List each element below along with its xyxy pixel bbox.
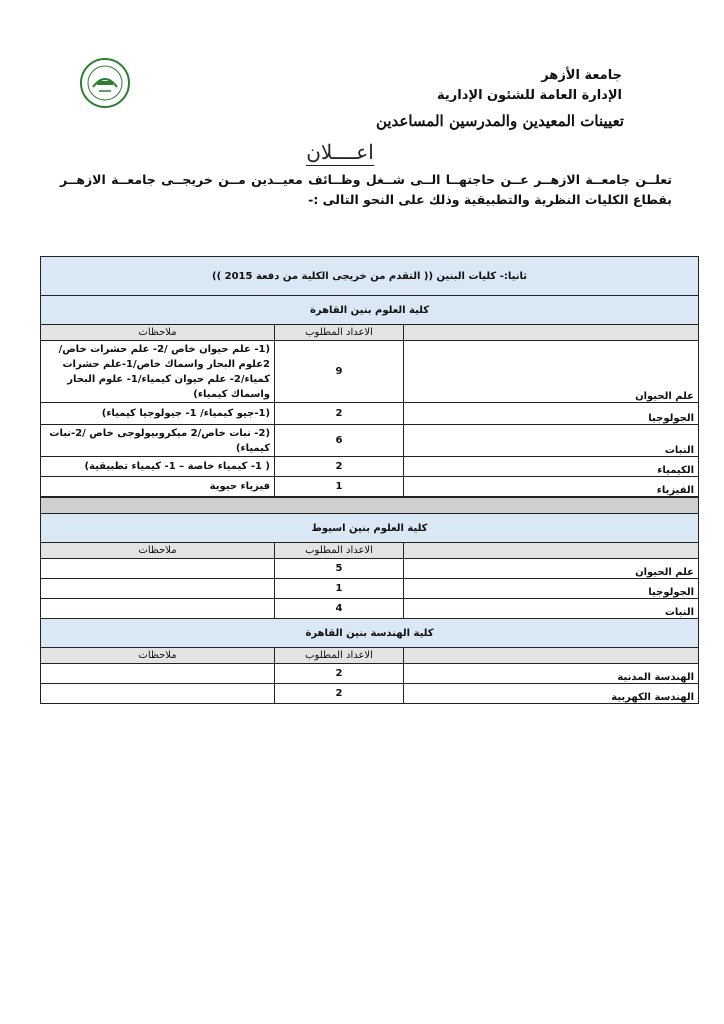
count-cell: 2 xyxy=(275,664,404,684)
section-title: كلية الهندسة بنين القاهرة xyxy=(41,619,699,648)
notes-header: ملاحظات xyxy=(41,325,275,341)
notes-cell: (2- نبات خاص/2 ميكروبيولوجى خاص /2-نبات كيمياء) xyxy=(41,425,275,457)
notes-cell: (1- علم حيوان خاص /2- علم حشرات خاص/ 2علوم البحار واسماك خاص/1-علم حشرات كمياء/2- علم حيوان كيمياء/1- علوم البحار واسماك كيمياء) xyxy=(41,341,275,403)
count-cell: 6 xyxy=(275,425,404,457)
count-cell: 2 xyxy=(275,403,404,425)
announcement-title: اعــــلان xyxy=(306,140,374,164)
table-row xyxy=(41,559,699,579)
notes-cell xyxy=(41,599,275,619)
table-row xyxy=(41,664,699,684)
subject-cell: الجولوجيا xyxy=(404,403,699,425)
notes-cell: (1-جيو كيمياء/ 1- جيولوجيا كيمياء) xyxy=(41,403,275,425)
subject-cell: الجولوجيا xyxy=(404,579,699,599)
subject-cell: علم الحيوان xyxy=(404,341,699,403)
table-title: ثانيا:- كليات البنين (( التقدم من خريجى الكلية من دفعة 2015 )) xyxy=(41,257,699,296)
notes-cell xyxy=(41,559,275,579)
university-name: جامعة الأزهر xyxy=(541,68,622,83)
table-row xyxy=(41,457,699,477)
section-title: كلية العلوم بنين القاهرة xyxy=(41,296,699,325)
column-header-row xyxy=(41,325,699,341)
gray-cell xyxy=(41,498,699,514)
table-row xyxy=(41,684,699,704)
count-cell: 1 xyxy=(275,477,404,497)
table-row xyxy=(41,579,699,599)
section-header-row xyxy=(41,514,699,543)
section-header-row xyxy=(41,296,699,325)
notes-cell: ( 1- كيمياء خاصة – 1- كيمياء تطبيقية) xyxy=(41,457,275,477)
subject-cell: الكيمياء xyxy=(404,457,699,477)
intro-paragraph: تعلــن جامعــة الازهــر عــن حاجتهــا الــى شــغل وظــائف معيــدين مــن خريجــى جامعــة الازهــر بقطاع الكليات النظرية والتطبيقية وذلك على النحو التالى :- xyxy=(60,172,672,207)
notes-header: ملاحظات xyxy=(41,543,275,559)
count-cell: 9 xyxy=(275,341,404,403)
count-cell: 1 xyxy=(275,579,404,599)
unit-name: تعيينات المعيدين والمدرسين المساعدين xyxy=(375,112,624,130)
subject-header xyxy=(404,648,699,664)
count-cell: 4 xyxy=(275,599,404,619)
gray-row xyxy=(41,498,699,514)
notes-header: ملاحظات xyxy=(41,648,275,664)
notes-cell xyxy=(41,579,275,599)
column-header-row xyxy=(41,543,699,559)
required-header: الاعداد المطلوب xyxy=(275,648,404,664)
count-cell: 5 xyxy=(275,559,404,579)
count-cell: 2 xyxy=(275,457,404,477)
table-row xyxy=(41,477,699,497)
required-header: الاعداد المطلوب xyxy=(275,325,404,341)
subject-header xyxy=(404,325,699,341)
table-row xyxy=(41,425,699,457)
notes-cell xyxy=(41,664,275,684)
column-header-row xyxy=(41,648,699,664)
vacancies-table xyxy=(40,256,699,704)
subject-cell: النبات xyxy=(404,425,699,457)
subject-cell: الفيزياء xyxy=(404,477,699,497)
table-row xyxy=(41,599,699,619)
subject-cell: الهندسة الكهربية xyxy=(404,684,699,704)
university-logo xyxy=(79,57,131,109)
subject-cell: الهندسة المدنية xyxy=(404,664,699,684)
department-name: الإدارة العامة للشئون الإدارية xyxy=(437,88,622,103)
required-header: الاعداد المطلوب xyxy=(275,543,404,559)
notes-cell xyxy=(41,684,275,704)
section-title: كلية العلوم بنين اسيوط xyxy=(41,514,699,543)
table-row xyxy=(41,403,699,425)
table-title-row xyxy=(41,257,699,296)
section-header-row xyxy=(41,619,699,648)
table-row xyxy=(41,341,699,403)
subject-cell: علم الحيوان xyxy=(404,559,699,579)
subject-cell: النبات xyxy=(404,599,699,619)
notes-cell: فيزياء حيوية xyxy=(41,477,275,497)
count-cell: 2 xyxy=(275,684,404,704)
subject-header xyxy=(404,543,699,559)
